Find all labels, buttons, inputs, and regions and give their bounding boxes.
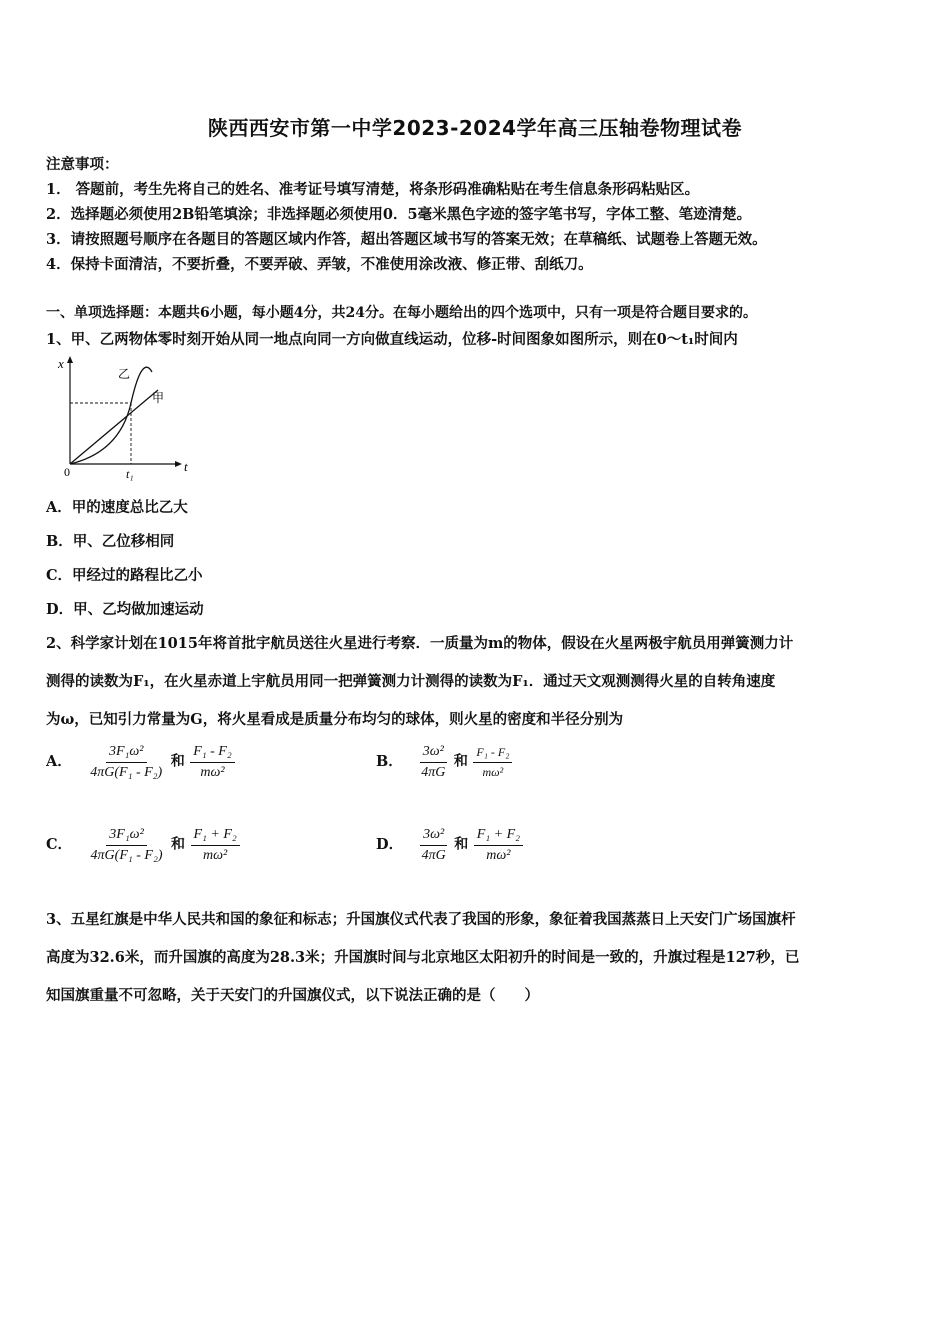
q2-option-c-radius xyxy=(191,827,240,864)
line-jia-label: 甲 xyxy=(152,391,165,405)
notice-item-4: 4．保持卡面清洁，不要折叠，不要弄破、弄皱，不准使用涂改液、修正带、刮纸刀。 xyxy=(46,256,593,273)
line-jia xyxy=(70,390,158,464)
x-axis-label: t xyxy=(184,459,188,474)
q2-stem-line-2: 测得的读数为F₁，在火星赤道上宇航员用同一把弹簧测力计测得的读数为F₁．通过天文观测测得火星的自转角速度 xyxy=(46,673,776,690)
notice-item-2: 2．选择题必须使用2B铅笔填涂；非选择题必须使用0．5毫米黑色字迹的签字笔书写，字体工整、笔迹清楚。 xyxy=(46,206,752,223)
x-axis-arrow xyxy=(175,461,182,467)
q1-position-time-graph xyxy=(50,352,200,484)
numerator: F₁ + F₂ xyxy=(191,827,240,846)
q2-stem-line-3: 为ω，已知引力常量为G，将火星看成是质量分布均匀的球体，则火星的密度和半径分别为 xyxy=(46,711,624,728)
numerator: 3ω² xyxy=(420,827,447,846)
q3-stem-line-3: 知国旗重量不可忽略，关于天安门的升国旗仪式，以下说法正确的是（ ） xyxy=(46,987,539,1004)
q2-option-d-density xyxy=(419,827,449,864)
numerator: 3ω² xyxy=(420,744,447,763)
y-axis-label: x xyxy=(58,356,64,371)
and-text: 和 xyxy=(171,836,185,853)
q2-option-b[interactable] xyxy=(376,744,514,781)
t1-tick-label: t₁ xyxy=(126,467,134,481)
q3-stem-line-1: 3、五星红旗是中华人民共和国的象征和标志；升国旗仪式代表了我国的形象，象征着我国蒸蒸日上天安门广场国旗杆 xyxy=(46,911,796,928)
and-text: 和 xyxy=(453,753,468,770)
q2-option-b-radius xyxy=(473,745,512,780)
q2-option-c-label: C． xyxy=(46,835,73,853)
q2-option-b-label: B． xyxy=(376,752,403,770)
q2-option-d-label: D． xyxy=(376,835,404,853)
q2-option-c-density xyxy=(88,827,166,864)
numerator: F₁ - F₂ xyxy=(473,745,512,763)
q2-option-a-density xyxy=(87,744,165,781)
and-text: 和 xyxy=(170,753,185,770)
and-text: 和 xyxy=(454,836,469,853)
q2-option-a-label: A． xyxy=(46,752,72,770)
q2-option-d[interactable] xyxy=(376,827,525,864)
q2-option-a-radius xyxy=(190,744,235,781)
curve-yi xyxy=(70,367,152,464)
q1-option-d[interactable]: D．甲、乙均做加速运动 xyxy=(46,601,204,618)
q2-option-a[interactable] xyxy=(46,744,237,781)
denominator: 4πG xyxy=(421,848,446,863)
numerator: F₁ - F₂ xyxy=(190,744,235,763)
denominator: mω² xyxy=(486,848,511,863)
q1-option-b[interactable]: B．甲、乙位移相同 xyxy=(46,533,175,550)
q1-stem: 1、甲、乙两物体零时刻开始从同一地点向同一方向做直线运动，位移-时间图象如图所示，则在0～t₁时间内 xyxy=(46,331,738,348)
q2-option-c[interactable] xyxy=(46,827,242,864)
denominator: 4πG(F₁ - F₂) xyxy=(90,765,163,780)
q2-option-b-density xyxy=(418,744,448,781)
origin-label: 0 xyxy=(64,465,70,479)
curve-yi-label: 乙 xyxy=(118,367,131,381)
numerator: 3F₁ω² xyxy=(106,827,147,846)
section-heading: 一、单项选择题：本题共6小题，每小题4分，共24分。在每小题给出的四个选项中，只有一项是符合题目要求的。 xyxy=(46,305,757,321)
q1-option-a[interactable]: A．甲的速度总比乙大 xyxy=(46,499,188,516)
denominator: mω² xyxy=(203,848,228,863)
q2-stem-line-1: 2、科学家计划在1015年将首批宇航员送往火星进行考察．一质量为m的物体，假设在火星两极宇航员用弹簧测力计 xyxy=(46,635,794,652)
numerator: F₁ + F₂ xyxy=(474,827,523,846)
y-axis-arrow xyxy=(67,356,73,363)
page-title: 陕西西安市第一中学2023-2024学年高三压轴卷物理试卷 xyxy=(207,116,743,140)
denominator: 4πG xyxy=(421,765,446,780)
q3-stem-line-2: 高度为32.6米，而升国旗的高度为28.3米；升国旗时间与北京地区太阳初升的时间是一致的，升旗过程是127秒，已 xyxy=(46,949,800,966)
q1-option-c[interactable]: C．甲经过的路程比乙小 xyxy=(46,567,203,584)
denominator: mω² xyxy=(482,765,504,779)
denominator: 4πG(F₁ - F₂) xyxy=(90,848,163,863)
denominator: mω² xyxy=(200,765,225,780)
notice-heading: 注意事项： xyxy=(46,156,119,173)
notice-item-3: 3．请按照题号顺序在各题目的答题区域内作答，超出答题区域书写的答案无效；在草稿纸、试题卷上答题无效。 xyxy=(46,231,767,248)
q2-option-d-radius xyxy=(474,827,523,864)
numerator: 3F₁ω² xyxy=(106,744,147,763)
notice-item-1: 1． 答题前，考生先将自己的姓名、准考证号填写清楚，将条形码准确粘贴在考生信息条形码粘贴区。 xyxy=(46,181,700,198)
